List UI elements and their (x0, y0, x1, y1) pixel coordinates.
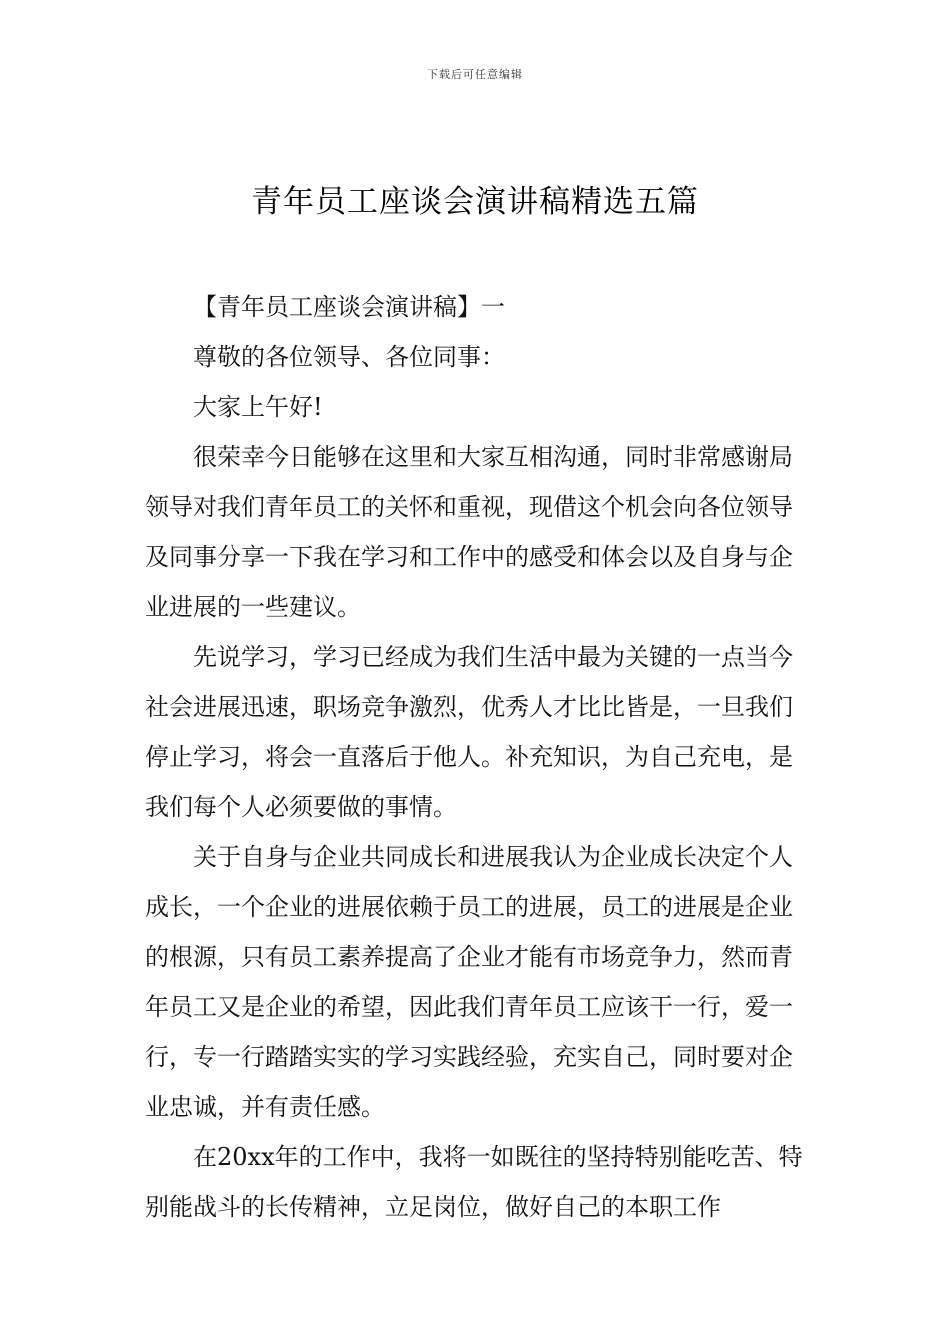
paragraph-growth: 关于自身与企业共同成长和进展我认为企业成长决定个人成长，一个企业的进展依赖于员工的进展，员工的进展是企业的根源，只有员工素养提高了企业才能有市场竞争力，然而青年员工又是企业的希望，因此我们青年员工应该干一行，爱一行，专一行踏踏实实的学习实践经验，充实自己，同时要对企业忠诚，并有责任感。 (145, 843, 793, 1121)
salutation: 尊敬的各位领导、各位同事： (193, 343, 505, 371)
document-title: 青年员工座谈会演讲稿精选五篇 (251, 184, 699, 220)
section-heading: 【青年员工座谈会演讲稿】一 (193, 293, 505, 321)
document-body (145, 282, 810, 1232)
paragraph-learning: 先说学习，学习已经成为我们生活中最为关键的一点当今社会进展迅速，职场竞争激烈，优秀人才比比皆是，一旦我们停止学习，将会一直落后于他人。补充知识，为自己充电，是我们每个人必须要做的事情。 (145, 643, 793, 821)
paragraph-work: 在20xx年的工作中，我将一如既往的坚持特别能吃苦、特别能战斗的长传精神，立足岗位，做好自己的本职工作 (145, 1143, 803, 1221)
paragraph-intro: 很荣幸今日能够在这里和大家互相沟通，同时非常感谢局领导对我们青年员工的关怀和重视，现借这个机会向各位领导及同事分享一下我在学习和工作中的感受和体会以及自身与企业进展的一些建议。 (145, 443, 793, 621)
header-note: 下载后可任意编辑 (427, 68, 523, 81)
greeting: 大家上午好! (193, 393, 323, 421)
